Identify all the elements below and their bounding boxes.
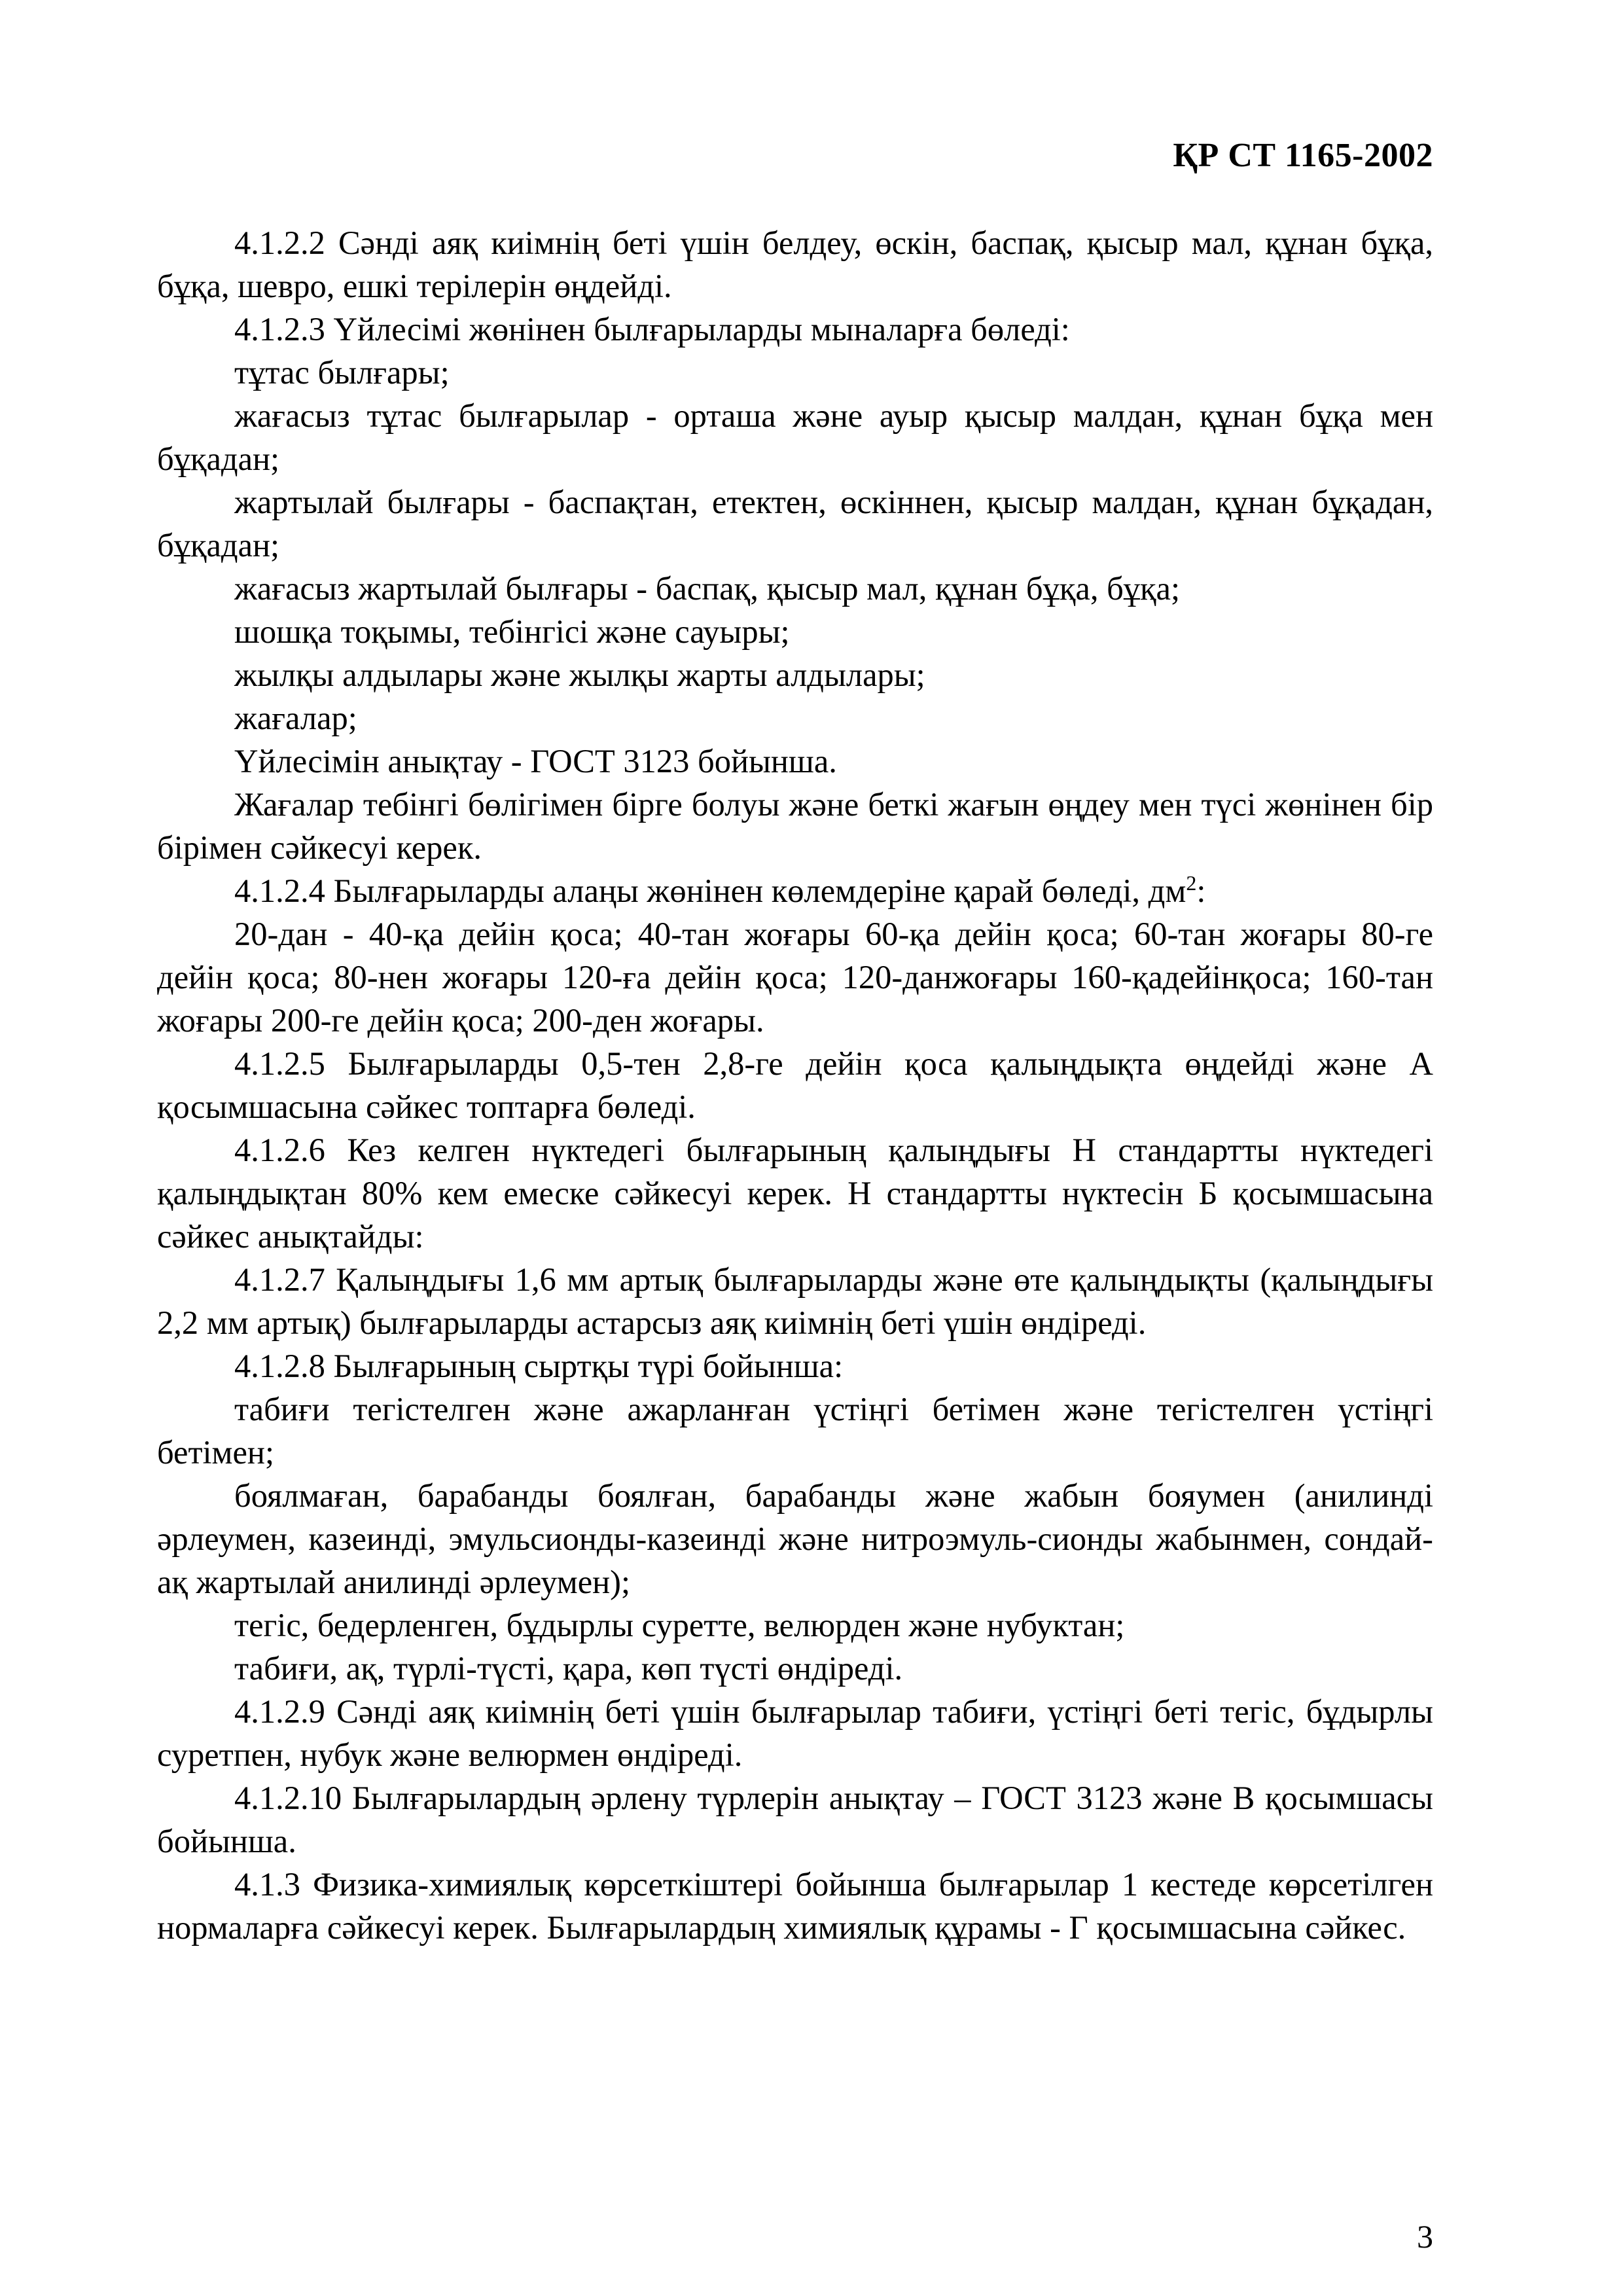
list-item-pig-parts: шошқа тоқымы, тебінгісі және сауыры; [234, 613, 790, 650]
paragraph-collars-match: Жағалар тебінгі бөлігімен бірге болуы және беткі жағын өңдеу мен түсі жөнінен бір бірімен сәйкесуі керек. [157, 786, 1433, 866]
paragraph-4-1-2-9: 4.1.2.9 Сәнді аяқ киімнің беті үшін былғарылар табиғи, үстіңгі беті тегіс, бұдырлы суретпен, нубук және велюрмен өндіреді. [157, 1693, 1433, 1773]
list-item-dyeing: боялмаған, барабанды боялған, барабанды және жабын бояумен (анилинді әрлеумен, казеинді, эмульсионды-казеинді және нитроэмуль-сионды жабынмен, сондай-ақ жартылай анилинді әрлеумен); [157, 1477, 1433, 1600]
paragraph-composition-method: Үйлесімін анықтау - ГОСТ 3123 бойынша. [234, 743, 837, 780]
list-item-collarless-whole: жағасыз тұтас былғарылар - орташа және ауыр қысыр малдан, құнан бұқа мен бұқадан; [157, 397, 1433, 477]
list-item-collarless-half: жағасыз жартылай былғары - баспақ, қысыр мал, құнан бұқа, бұқа; [234, 570, 1180, 607]
paragraph-4-1-2-2: 4.1.2.2 Сәнді аяқ киімнің беті үшін белдеу, өскін, баспақ, қысыр мал, құнан бұқа, бұқа, шевро, ешкі терілерін өңдейді. [157, 224, 1433, 304]
paragraph-area-ranges: 20-дан - 40-қа дейін қоса; 40-тан жоғары 60-қа дейін қоса; 60-тан жоғары 80-ге дейін қоса; 80-нен жоғары 120-ға дейін қоса; 120-данжоғары 160-қадейінқоса; 160-тан жоғары 200-ге дейін қоса; 200-ден жоғары. [157, 916, 1433, 1039]
paragraph-4-1-2-10: 4.1.2.10 Былғарылардың әрлену түрлерін анықтау – ГОСТ 3123 және В қосымшасы бойынша. [157, 1780, 1433, 1859]
list-item-colors: табиғи, ақ, түрлі-түсті, қара, көп түсті өндіреді. [234, 1650, 903, 1687]
paragraph-4-1-2-8: 4.1.2.8 Былғарының сыртқы түрі бойынша: [234, 1348, 844, 1384]
list-item-texture: тегіс, бедерленген, бұдырлы суретте, велюрден және нубуктан; [234, 1607, 1125, 1643]
list-item-half-leather: жартылай былғары - баспақтан, етектен, өскіннен, қысыр малдан, құнан бұқадан, бұқадан; [157, 484, 1433, 564]
list-item-horse-fronts: жылқы алдылары және жылқы жарты алдылары; [234, 656, 925, 693]
paragraph-4-1-2-4 [157, 869, 1433, 912]
list-item-whole-leather: тұтас былғары; [234, 354, 450, 391]
list-item-natural-surface: табиғи тегістелген және ажарланған үстіңгі бетімен және тегістелген үстіңгі бетімен; [157, 1391, 1433, 1471]
document-body [157, 221, 1433, 1949]
paragraph-4-1-2-5: 4.1.2.5 Былғарыларды 0,5-тен 2,8-ге дейін қоса қалыңдықта өңдейді және А қосымшасына сәйкес топтарға бөледі. [157, 1045, 1433, 1125]
list-item-collars: жағалар; [234, 700, 357, 736]
paragraph-4-1-2-7: 4.1.2.7 Қалыңдығы 1,6 мм артық былғарыларды және өте қалыңдықты (қалыңдығы 2,2 мм артық) былғарыларды астарсыз аяқ киімнің беті үшін өндіреді. [157, 1261, 1433, 1341]
paragraph-4-1-2-3: 4.1.2.3 Үйлесімі жөнінен былғарыларды мыналарға бөледі: [234, 311, 1070, 348]
paragraph-4-1-2-4-colon: : [1196, 872, 1206, 909]
paragraph-4-1-2-6: 4.1.2.6 Кез келген нүктедегі былғарының қалыңдығы Н стандартты нүктедегі қалыңдықтан 80% кем емеске сәйкесуі керек. Н стандартты нүктесін Б қосымшасына сәйкес анықтайды: [157, 1132, 1433, 1255]
standard-code-header: ҚР СТ 1165-2002 [1173, 137, 1433, 174]
paragraph-4-1-2-4-text: 4.1.2.4 Былғарыларды алаңы жөнінен көлемдеріне қарай бөледі, дм [234, 872, 1186, 909]
page-number: 3 [1417, 2218, 1433, 2255]
paragraph-4-1-3: 4.1.3 Физика-химиялық көрсеткіштері бойынша былғарылар 1 кестеде көрсетілген нормаларға сәйкесуі керек. Былғарылардың химиялық құрамы - Г қосымшасына сәйкес. [157, 1866, 1433, 1946]
superscript-exponent: 2 [1186, 871, 1197, 895]
